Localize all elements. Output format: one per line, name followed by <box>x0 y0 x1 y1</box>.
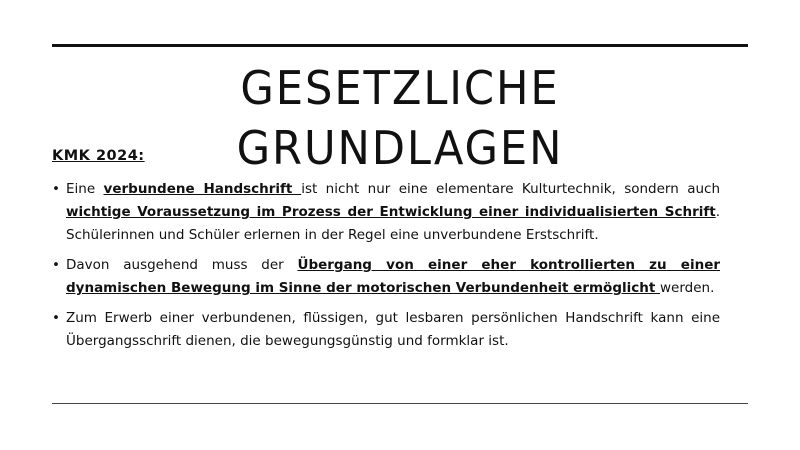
bullet-2-text-a: Davon ausgehend muss der <box>66 257 298 273</box>
bullet-2-text-b: werden. <box>660 280 715 296</box>
bullet-1-emphasis-a: verbundene Handschrift <box>103 181 302 197</box>
bullet-3-text: Zum Erwerb einer verbundenen, flüssigen, gut lesbaren persönlichen Handschrift kann eine Übergangsschrift dienen, die bewegungsgünstig und formklar ist. <box>66 310 720 349</box>
bullet-item-1 <box>52 178 720 247</box>
bullet-1-text-c: . Schülerinnen und Schüler erlernen in der Regel eine unverbundene Erstschrift. <box>66 204 720 243</box>
slide-title: GESETZLICHE GRUNDLAGEN <box>236 61 564 175</box>
bullet-2-emphasis-a: Übergang von einer eher kontrollierten zu einer dynamischen Bewegung im Sinne der motorischen Verbundenheit ermöglicht <box>66 257 721 296</box>
bullet-item-2 <box>52 254 720 300</box>
bullet-1-emphasis-b: wichtige Voraussetzung im Prozess der Entwicklung einer individualisierten Schrift <box>66 204 716 220</box>
bullet-item-3 <box>52 307 720 353</box>
bullet-list <box>52 178 720 353</box>
source-label: KMK 2024: <box>52 148 145 164</box>
top-rule <box>52 44 748 47</box>
bullet-1-text-b: ist nicht nur eine elementare Kulturtechnik, sondern auch <box>301 181 721 197</box>
bottom-rule <box>52 403 748 404</box>
bullet-1-text-a: Eine <box>66 181 104 197</box>
